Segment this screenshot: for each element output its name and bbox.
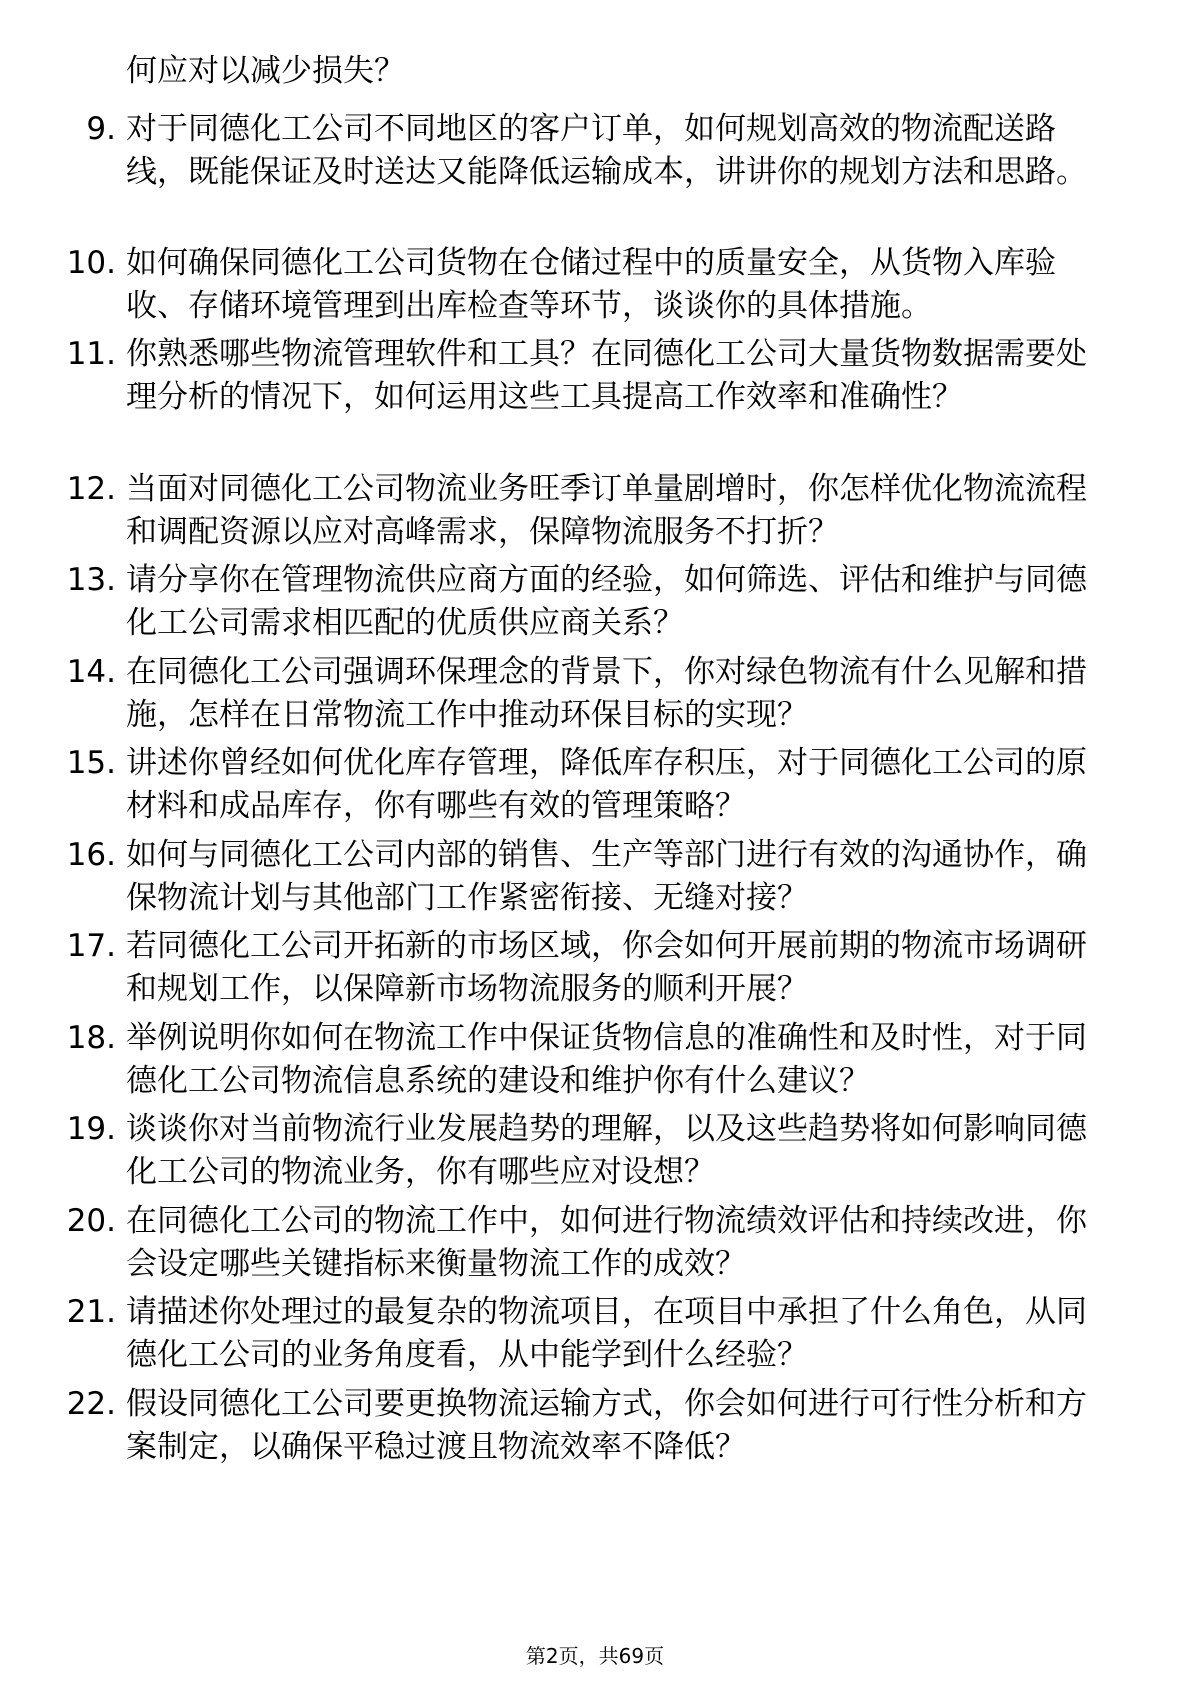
question-number: 21. [66, 1294, 116, 1330]
question-text: 在同德化工公司强调环保理念的背景下，你对绿色物流有什么见解和措施，怎样在日常物流工作中推动环保目标的实现？ [126, 654, 1087, 733]
continuation-text: 何应对以减少损失？ [126, 53, 405, 89]
page-footer: 第2页，共69页 [525, 1644, 665, 1668]
question-text: 谈谈你对当前物流行业发展趋势的理解，以及这些趋势将如何影响同德化工公司的物流业务，你有哪些应对设想？ [126, 1111, 1087, 1190]
question-text: 请分享你在管理物流供应商方面的经验，如何筛选、评估和维护与同德化工公司需求相匹配的优质供应商关系？ [126, 562, 1087, 641]
question-text: 讲述你曾经如何优化库存管理，降低库存积压，对于同德化工公司的原材料和成品库存，你有哪些有效的管理策略？ [126, 745, 1087, 824]
question-number: 13. [66, 562, 116, 598]
question-number: 20. [66, 1203, 116, 1239]
question-number: 11. [66, 336, 116, 372]
question-number: 19. [66, 1111, 116, 1147]
question-number: 9. [86, 111, 116, 147]
question-text: 若同德化工公司开拓新的市场区域，你会如何开展前期的物流市场调研和规划工作，以保障新市场物流服务的顺利开展？ [126, 928, 1087, 1007]
question-text: 如何与同德化工公司内部的销售、生产等部门进行有效的沟通协作，确保物流计划与其他部门工作紧密衔接、无缝对接？ [126, 837, 1087, 916]
question-text: 当面对同德化工公司物流业务旺季订单量剧增时，你怎样优化物流流程和调配资源以应对高峰需求，保障物流服务不打折？ [126, 471, 1087, 550]
question-number: 14. [66, 654, 116, 690]
question-number: 22. [66, 1386, 116, 1422]
question-text: 你熟悉哪些物流管理软件和工具？在同德化工公司大量货物数据需要处理分析的情况下，如何运用这些工具提高工作效率和准确性？ [126, 336, 1087, 415]
question-text: 如何确保同德化工公司货物在仓储过程中的质量安全，从货物入库验收、存储环境管理到出库检查等环节，谈谈你的具体措施。 [126, 245, 1056, 324]
question-text: 请描述你处理过的最复杂的物流项目，在项目中承担了什么角色，从同德化工公司的业务角度看，从中能学到什么经验？ [126, 1294, 1087, 1373]
question-text: 假设同德化工公司要更换物流运输方式，你会如何进行可行性分析和方案制定，以确保平稳过渡且物流效率不降低？ [126, 1386, 1087, 1465]
question-text: 在同德化工公司的物流工作中，如何进行物流绩效评估和持续改进，你会设定哪些关键指标来衡量物流工作的成效？ [126, 1203, 1087, 1282]
question-number: 15. [66, 745, 116, 781]
question-text: 举例说明你如何在物流工作中保证货物信息的准确性和及时性，对于同德化工公司物流信息系统的建设和维护你有什么建议？ [126, 1020, 1087, 1099]
question-number: 16. [66, 837, 116, 873]
question-number: 18. [66, 1020, 116, 1056]
question-number: 10. [66, 245, 116, 281]
question-number: 17. [66, 928, 116, 964]
question-text: 对于同德化工公司不同地区的客户订单，如何规划高效的物流配送路线，既能保证及时送达又能降低运输成本，讲讲你的规划方法和思路。 [126, 111, 1087, 190]
question-number: 12. [66, 471, 116, 507]
